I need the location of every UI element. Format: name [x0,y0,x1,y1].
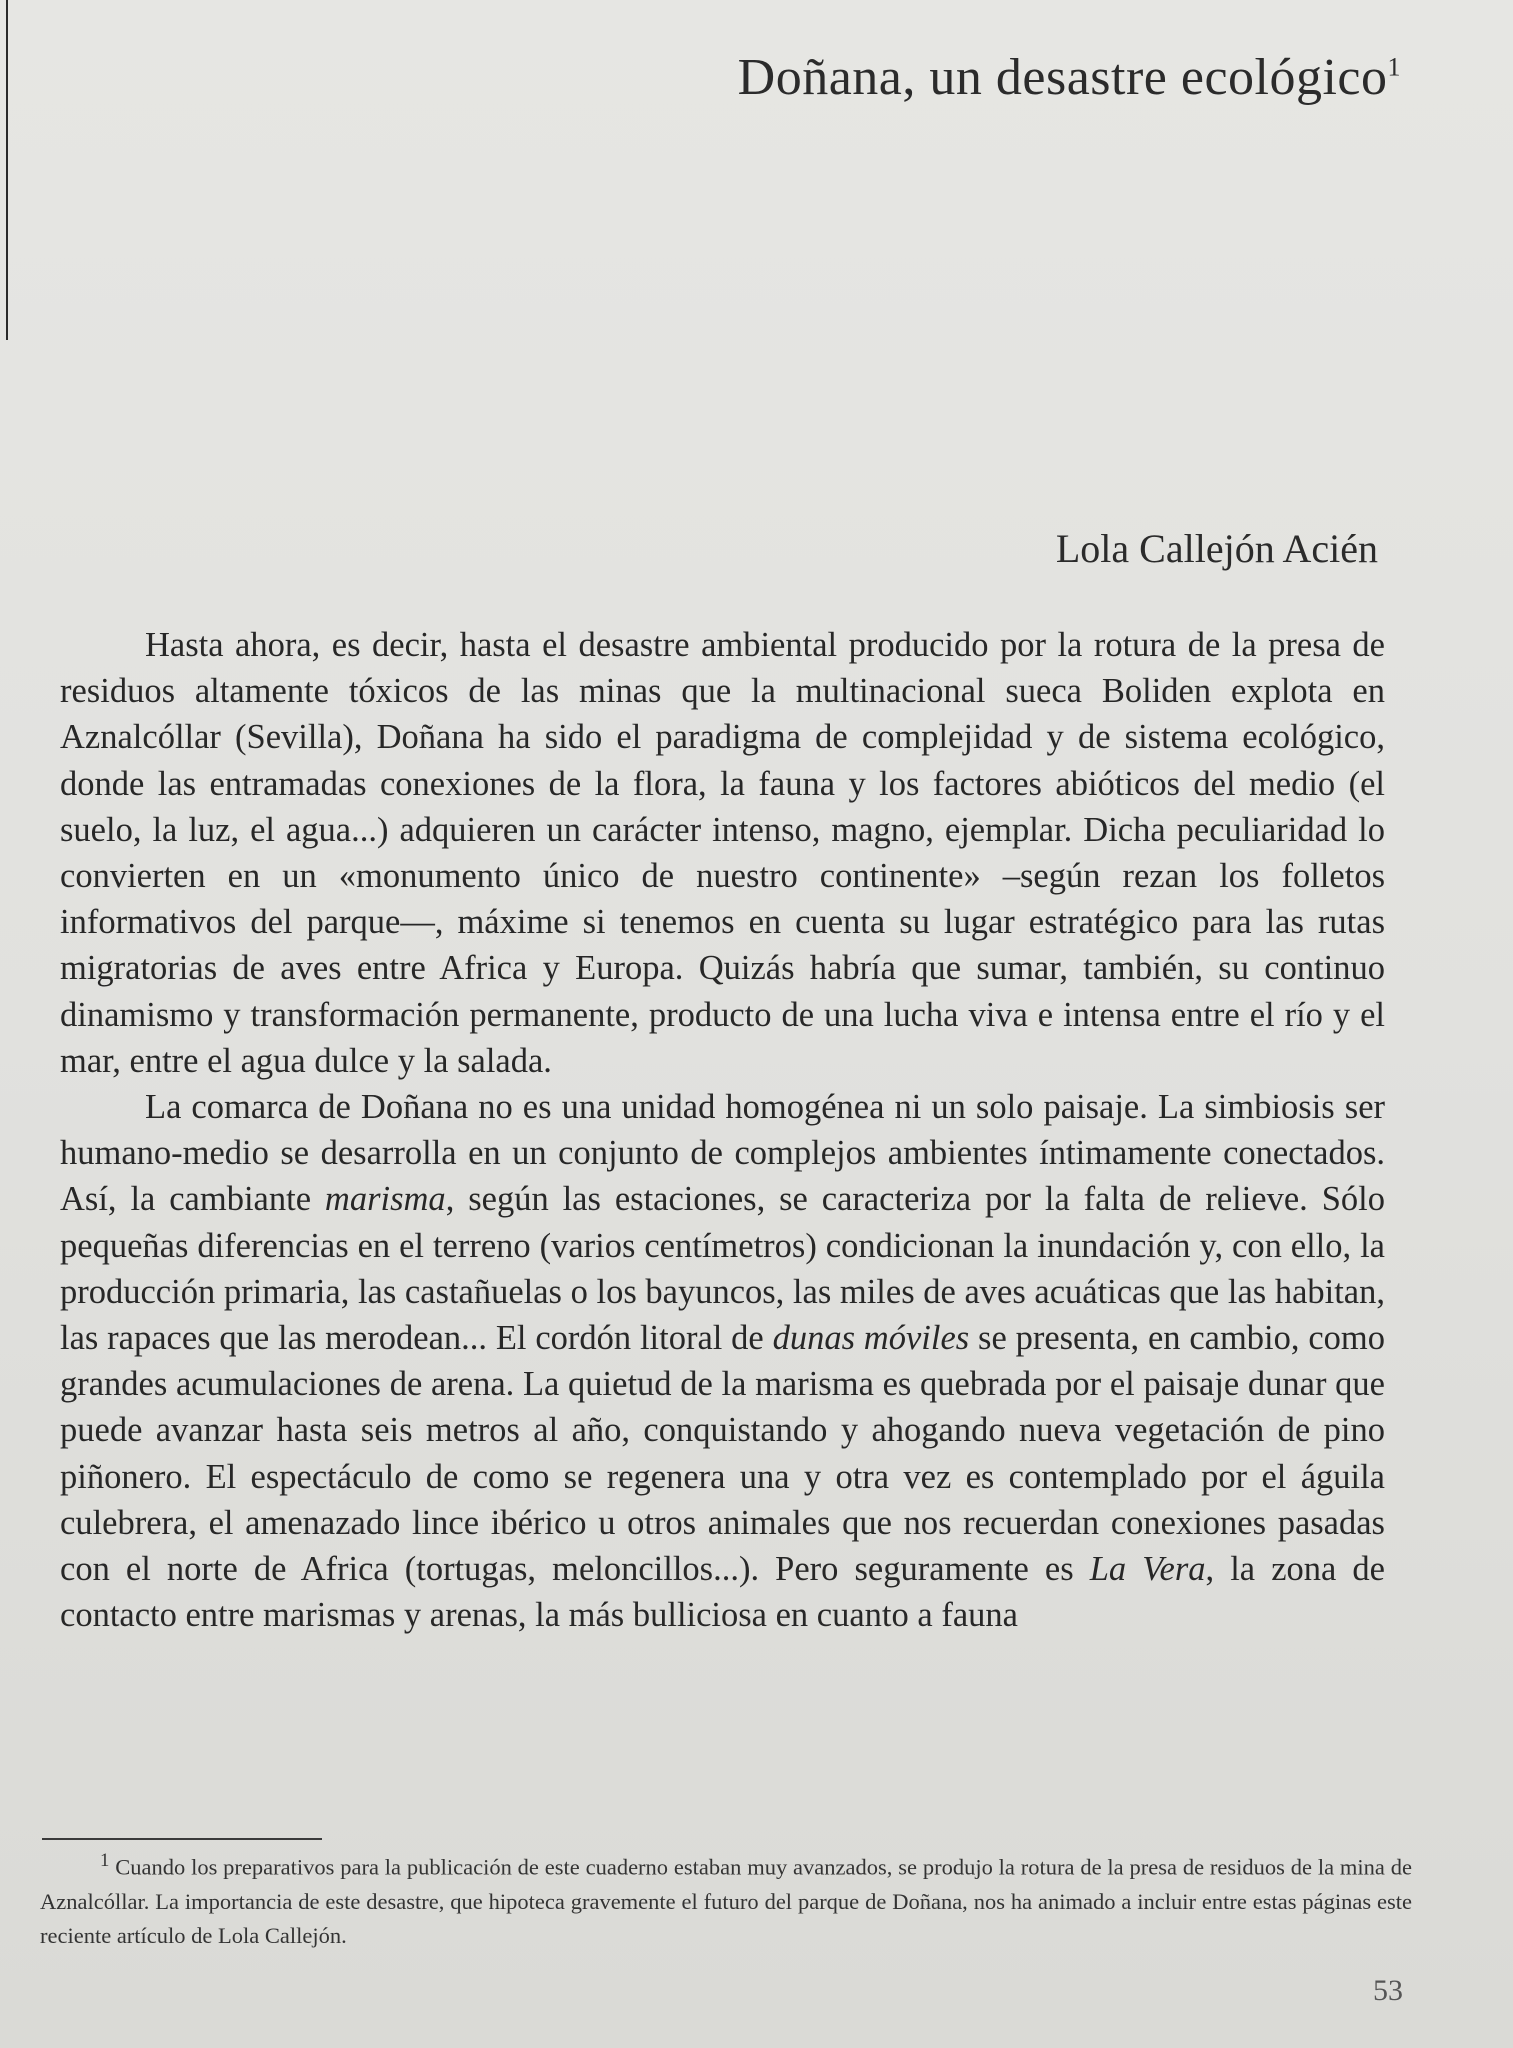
page-edge-line [6,0,8,340]
text-run: , la zona de contacto entre marismas y arenas, la más bulliciosa en cuanto a fauna [60,1550,1385,1635]
title-footnote-mark: 1 [1387,52,1401,82]
text-run: La comarca de Doñana no es una unidad homogénea ni un solo paisaje. La simbiosis ser humano-medio se desarrolla en un conjunto de complejos ambientes íntimamente conectados. Así, la cambiante [60,1088,1385,1219]
italic-term: dunas móviles [772,1319,970,1358]
article-body [60,622,1385,1638]
footnote-separator [42,1838,322,1840]
text-run: Hasta ahora, es decir, hasta el desastre ambiental producido por la rotura de la presa de residuos altamente tóxicos de las minas que la multinacional sueca Boliden explota en Aznalcóllar (Sevilla), Doñana ha sido el paradigma de complejidad y de sistema ecológico, donde las entramadas conexiones de la flora, la fauna y los factores abióticos del medio (el suelo, la luz, el agua...) adquieren un carácter intenso, magno, ejemplar. Dicha peculiaridad lo convierten en un «monumento único de nuestro continente» –según rezan los folletos informativos del parque—, máxime si tenemos en cuenta su lugar estratégico para las rutas migratorias de aves entre Africa y Europa. Quizás habría que sumar, también, su continuo dinamismo y transformación permanente, producto de una lucha viva e intensa entre el río y el mar, entre el agua dulce y la salada. [60,626,1385,1080]
footnote-text: Cuando los preparativos para la publicación de este cuaderno estaban muy avanzados, se produjo la rotura de la presa de residuos de la mina de Aznalcóllar. La importancia de este desastre, que hipoteca gravemente el futuro del parque de Doñana, nos ha animado a incluir entre estas páginas este reciente artículo de Lola Callejón. [40,1854,1412,1948]
author-name: Lola Callejón Acién [1055,526,1378,571]
italic-term: La Vera [1089,1550,1206,1589]
body-paragraph [60,1084,1385,1638]
text-run: , según las estaciones, se caracteriza por la falta de relieve. Sólo pequeñas diferencias en el terreno (varios centímetros) condicionan la inundación y, con ello, la producción primaria, las castañuelas o los bayuncos, las miles de aves acuáticas que las habitan, las rapaces que las merodean... El cordón litoral de [60,1180,1385,1358]
footnote-mark: 1 [100,1850,110,1871]
article-title: Doñana, un desastre ecológico$^1$ [737,49,1401,106]
body-paragraph [60,622,1385,1084]
page-number: 53 [1373,1974,1403,2007]
text-run: se presenta, en cambio, como grandes acumulaciones de arena. La quietud de la marisma es quebrada por el paisaje dunar que puede avanzar hasta seis metros al año, conquistando y ahogando nueva vegetación de pino piñonero. El espectáculo de como se regenera una y otra vez es contemplado por el águila culebrera, el amenazado lince ibérico u otros animales que nos recuerdan conexiones pasadas con el norte de Africa (tortugas, meloncillos...). Pero seguramente es [60,1319,1385,1589]
italic-term: marisma [324,1180,446,1219]
footnote [40,1844,1412,1953]
